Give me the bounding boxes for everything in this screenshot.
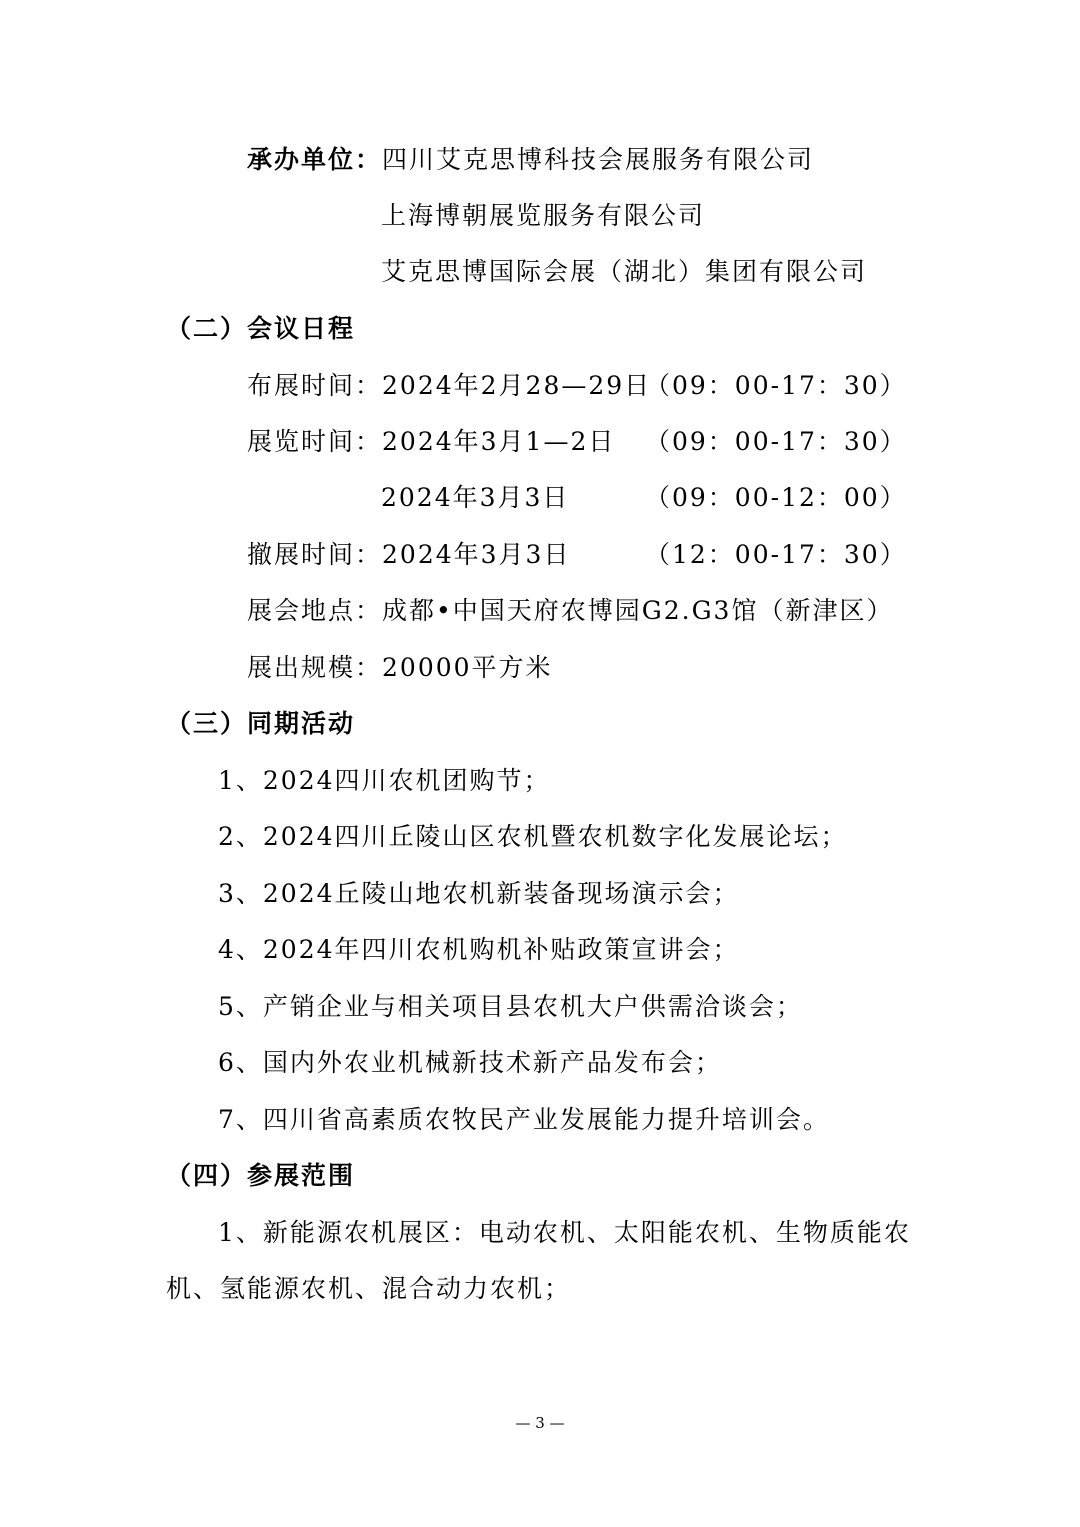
activity-item: 2、2024四川丘陵山区农机暨农机数字化发展论坛； [218, 822, 848, 851]
organizer-company: 四川艾克思博科技会展服务有限公司 [382, 145, 815, 174]
organizer-row [247, 142, 814, 178]
activity-item: 1、2024四川农机团购节； [218, 766, 551, 795]
schedule-exhibition-row [381, 480, 907, 516]
schedule-scale-row [247, 650, 553, 686]
schedule-time: （12：00-17：30） [645, 540, 907, 569]
scope-item: 1、新能源农机展区：电动农机、太阳能农机、生物质能农 [218, 1218, 911, 1247]
section-heading-schedule: （二）会议日程 [166, 314, 356, 343]
page-number: — 3 — [515, 1414, 565, 1432]
schedule-time: （09：00-17：30） [645, 371, 907, 400]
schedule-label: 展会地点： [247, 596, 383, 625]
schedule-date: 2024年3月1—2日 [382, 427, 616, 456]
schedule-label: 展出规模： [247, 653, 383, 682]
organizer-company: 艾克思博国际会展（湖北）集团有限公司 [381, 257, 868, 286]
activity-item: 4、2024年四川农机购机补贴政策宣讲会； [218, 935, 740, 964]
organizer-label: 承办单位： [247, 145, 383, 174]
schedule-label: 布展时间： [247, 371, 383, 400]
schedule-teardown-row [247, 537, 907, 573]
organizer-company: 上海博朝展览服务有限公司 [381, 201, 706, 230]
schedule-date: 2024年3月3日 [382, 540, 571, 569]
section-heading-scope: （四）参展范围 [166, 1161, 356, 1190]
schedule-venue: 成都•中国天府农博园G2.G3馆（新津区） [382, 596, 894, 625]
schedule-setup-row [247, 368, 907, 404]
schedule-venue-row [247, 593, 893, 629]
schedule-time: （09：00-12：00） [645, 483, 907, 512]
activity-item: 5、产销企业与相关项目县农机大户供需洽谈会； [218, 992, 803, 1021]
schedule-label: 展览时间： [247, 427, 383, 456]
schedule-scale: 20000平方米 [382, 653, 553, 682]
schedule-label: 撤展时间： [247, 540, 383, 569]
scope-item-continued: 机、氢能源农机、混合动力农机； [166, 1274, 572, 1303]
section-heading-activities: （三）同期活动 [166, 709, 356, 738]
schedule-date: 2024年2月28—29日 [382, 371, 652, 400]
activity-item: 7、四川省高素质农牧民产业发展能力提升培训会。 [218, 1105, 830, 1134]
schedule-date: 2024年3月3日 [381, 483, 570, 512]
schedule-exhibition-row [247, 424, 907, 460]
schedule-time: （09：00-17：30） [645, 427, 907, 456]
activity-item: 6、国内外农业机械新技术新产品发布会； [218, 1048, 722, 1077]
activity-item: 3、2024丘陵山地农机新装备现场演示会； [218, 879, 740, 908]
